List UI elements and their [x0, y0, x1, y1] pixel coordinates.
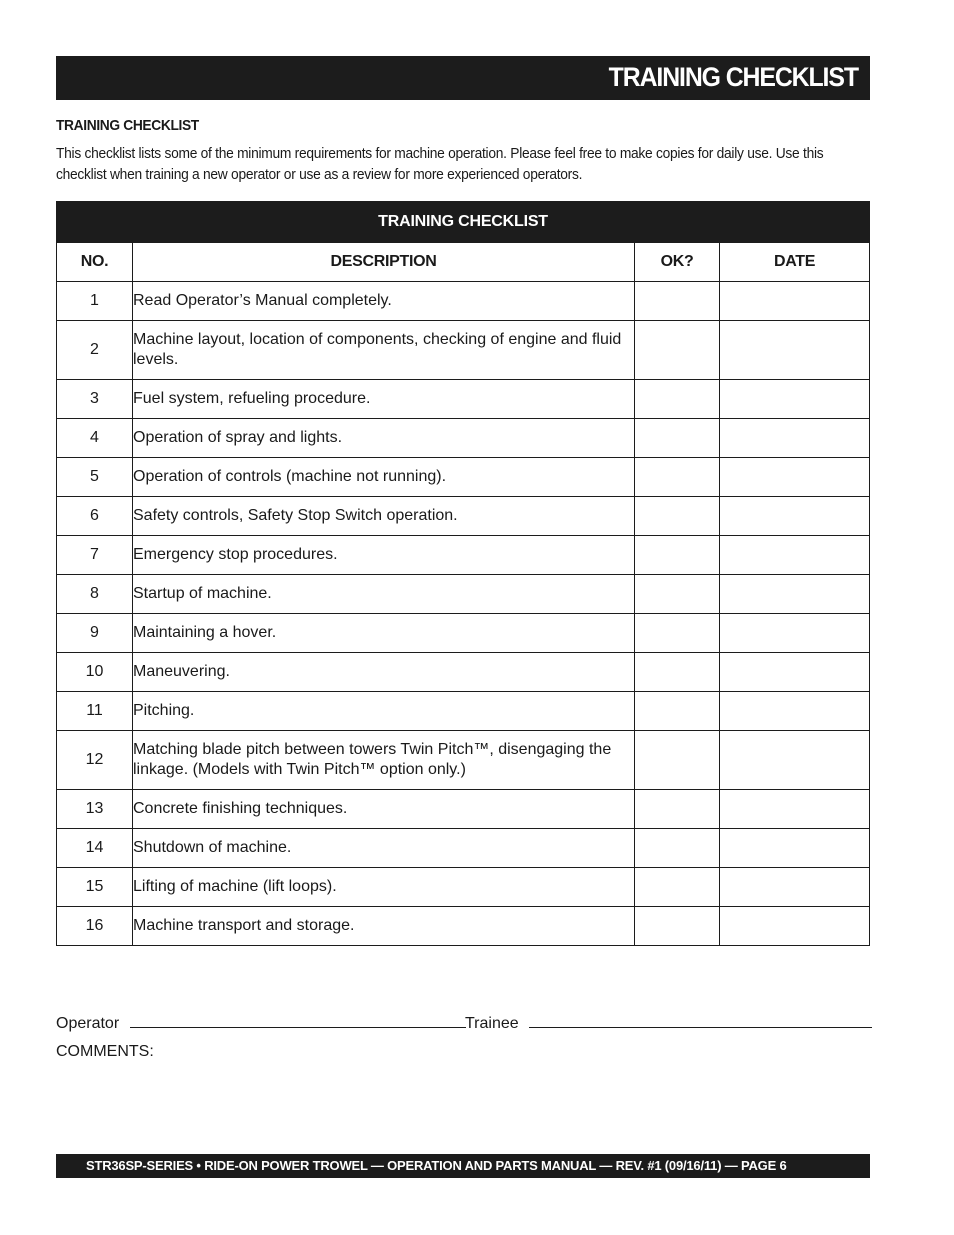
- trainee-label: Trainee: [465, 1015, 519, 1032]
- row-description: Matching blade pitch between towers Twin Pitch™, disengaging the linkage. (Models with Twin Pitch™ option only.): [133, 731, 635, 790]
- table-row: [57, 614, 870, 653]
- date-cell[interactable]: [720, 907, 870, 946]
- table-row: [57, 321, 870, 380]
- table-row: [57, 868, 870, 907]
- ok-cell[interactable]: [635, 575, 720, 614]
- date-cell[interactable]: [720, 536, 870, 575]
- date-cell[interactable]: [720, 829, 870, 868]
- row-number: 9: [57, 614, 133, 653]
- footer-text: STR36SP-SERIES • RIDE-ON POWER TROWEL — OPERATION AND PARTS MANUAL — REV. #1 (09/16/11) — PAGE 6: [86, 1158, 787, 1173]
- ok-cell[interactable]: [635, 731, 720, 790]
- page-footer-bar: [56, 1154, 870, 1178]
- column-header-no: NO.: [57, 243, 133, 282]
- row-number: 14: [57, 829, 133, 868]
- table-row: [57, 497, 870, 536]
- row-description: Maneuvering.: [133, 653, 635, 692]
- date-cell[interactable]: [720, 458, 870, 497]
- page-header-bar: [56, 56, 870, 100]
- table-row: [57, 536, 870, 575]
- date-cell[interactable]: [720, 380, 870, 419]
- row-description: Pitching.: [133, 692, 635, 731]
- date-cell[interactable]: [720, 653, 870, 692]
- row-number: 11: [57, 692, 133, 731]
- row-description: Read Operator’s Manual completely.: [133, 282, 635, 321]
- row-number: 13: [57, 790, 133, 829]
- row-number: 12: [57, 731, 133, 790]
- ok-cell[interactable]: [635, 790, 720, 829]
- training-checklist-table: [56, 201, 870, 946]
- trainee-field: [465, 1015, 872, 1033]
- operator-label: Operator: [56, 1015, 120, 1032]
- row-description: Machine layout, location of components, checking of engine and fluid levels.: [133, 321, 635, 380]
- row-description: Emergency stop procedures.: [133, 536, 635, 575]
- column-header-date: DATE: [720, 243, 870, 282]
- ok-cell[interactable]: [635, 536, 720, 575]
- table-title: TRAINING CHECKLIST: [57, 202, 870, 243]
- row-number: 3: [57, 380, 133, 419]
- table-row: [57, 458, 870, 497]
- row-number: 6: [57, 497, 133, 536]
- table-row: [57, 692, 870, 731]
- date-cell[interactable]: [720, 497, 870, 536]
- date-cell[interactable]: [720, 868, 870, 907]
- intro-paragraph: This checklist lists some of the minimum requirements for machine operation. Please feel free to make copies for daily use. Use this checklist when training a new operator or use as a review for more experienced operators.: [56, 145, 824, 183]
- column-header-description: DESCRIPTION: [133, 243, 635, 282]
- date-cell[interactable]: [720, 321, 870, 380]
- row-description: Machine transport and storage.: [133, 907, 635, 946]
- date-cell[interactable]: [720, 731, 870, 790]
- row-number: 16: [57, 907, 133, 946]
- table-row: [57, 790, 870, 829]
- row-description: Operation of spray and lights.: [133, 419, 635, 458]
- operator-signature-line[interactable]: [130, 1015, 466, 1028]
- trainee-signature-line[interactable]: [529, 1015, 872, 1028]
- table-row: [57, 829, 870, 868]
- row-description: Fuel system, refueling procedure.: [133, 380, 635, 419]
- row-number: 2: [57, 321, 133, 380]
- date-cell[interactable]: [720, 614, 870, 653]
- row-description: Startup of machine.: [133, 575, 635, 614]
- row-number: 8: [57, 575, 133, 614]
- ok-cell[interactable]: [635, 419, 720, 458]
- row-description: Operation of controls (machine not running).: [133, 458, 635, 497]
- ok-cell[interactable]: [635, 653, 720, 692]
- ok-cell[interactable]: [635, 907, 720, 946]
- table-row: [57, 731, 870, 790]
- date-cell[interactable]: [720, 575, 870, 614]
- table-row: [57, 380, 870, 419]
- row-description: Shutdown of machine.: [133, 829, 635, 868]
- row-number: 10: [57, 653, 133, 692]
- ok-cell[interactable]: [635, 692, 720, 731]
- ok-cell[interactable]: [635, 458, 720, 497]
- table-row: [57, 419, 870, 458]
- date-cell[interactable]: [720, 419, 870, 458]
- operator-field: [56, 1015, 466, 1033]
- section-heading: TRAINING CHECKLIST: [56, 117, 199, 134]
- ok-cell[interactable]: [635, 614, 720, 653]
- row-description: Safety controls, Safety Stop Switch operation.: [133, 497, 635, 536]
- ok-cell[interactable]: [635, 321, 720, 380]
- column-header-ok: OK?: [635, 243, 720, 282]
- row-number: 7: [57, 536, 133, 575]
- ok-cell[interactable]: [635, 868, 720, 907]
- table-row: [57, 653, 870, 692]
- row-description: Concrete finishing techniques.: [133, 790, 635, 829]
- ok-cell[interactable]: [635, 829, 720, 868]
- table-row: [57, 575, 870, 614]
- row-number: 15: [57, 868, 133, 907]
- ok-cell[interactable]: [635, 497, 720, 536]
- ok-cell[interactable]: [635, 282, 720, 321]
- row-number: 4: [57, 419, 133, 458]
- table-row: [57, 282, 870, 321]
- date-cell[interactable]: [720, 692, 870, 731]
- date-cell[interactable]: [720, 282, 870, 321]
- table-row: [57, 907, 870, 946]
- comments-label: COMMENTS:: [56, 1043, 154, 1060]
- ok-cell[interactable]: [635, 380, 720, 419]
- row-number: 1: [57, 282, 133, 321]
- page-title: TRAINING CHECKLIST: [608, 62, 858, 92]
- row-description: Lifting of machine (lift loops).: [133, 868, 635, 907]
- date-cell[interactable]: [720, 790, 870, 829]
- row-number: 5: [57, 458, 133, 497]
- row-description: Maintaining a hover.: [133, 614, 635, 653]
